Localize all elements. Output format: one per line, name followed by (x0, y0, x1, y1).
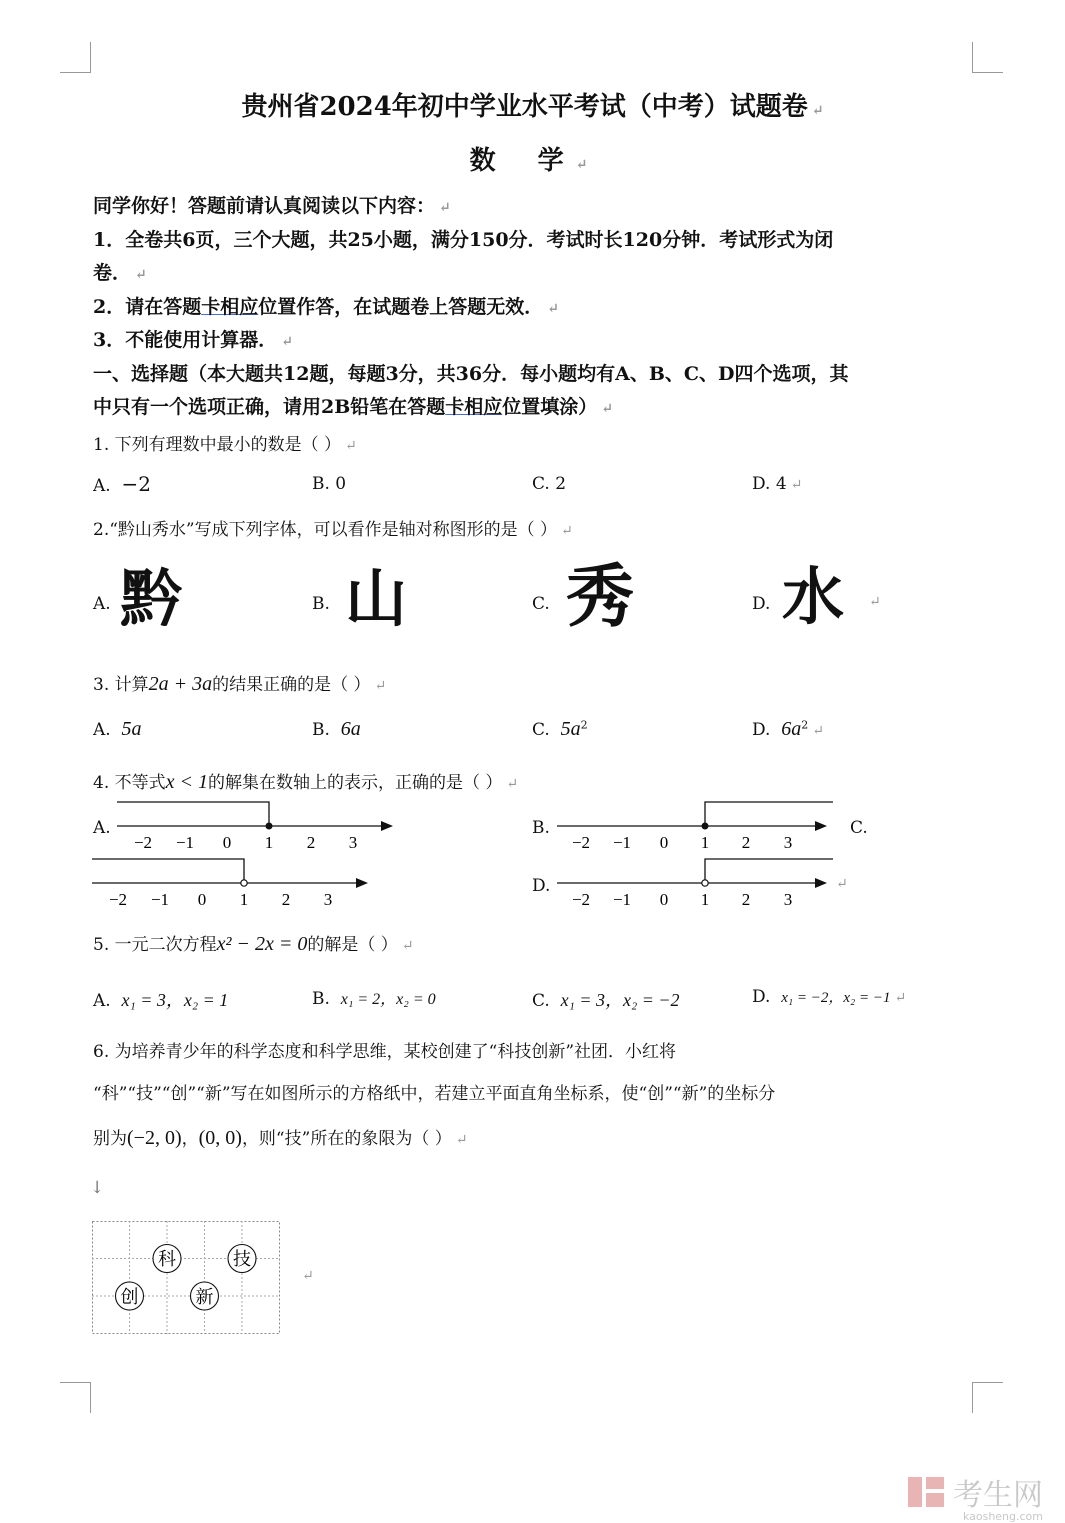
crop-mark-top-left (60, 42, 91, 73)
q2-option-a: A. (93, 594, 111, 614)
watermark-en: kaosheng.com (962, 1510, 1043, 1523)
q1-option-d: D. 4 ↵ (752, 474, 803, 494)
tick-label: 1 (239, 890, 249, 909)
tick-label: −2 (571, 833, 591, 852)
q1-option-a: A. −2 (93, 472, 151, 496)
watermark-cn: 考生网 (953, 1478, 1043, 1513)
q4-stem: 4. 不等式x < 1的解集在数轴上的表示，正确的是（ ） ↵ (93, 771, 519, 793)
section-heading-cont: 中只有一个选项正确，请用2B铅笔在答题卡相应位置填涂） ↵ (93, 396, 614, 418)
q3-option-b: B. 6a (312, 718, 361, 740)
q5-option-d: D. x₁ = −2，x₂ = −1 ↵ (752, 987, 907, 1007)
q6-stem-line2: “科”“技”“创”“新”写在如图所示的方格纸中，若建立平面直角坐标系，使“创”“新”的坐标分 (93, 1084, 776, 1104)
notice-item-2: 2．请在答题卡相应位置作答，在试题卷上答题无效． ↵ (93, 296, 559, 318)
tick-label: 2 (281, 890, 291, 909)
tick-label: −2 (133, 833, 153, 852)
q5-option-a: A. x₁ = 3，x₂ = 1 (93, 990, 229, 1011)
tick-label: 3 (348, 833, 358, 852)
tick-label: 3 (323, 890, 333, 909)
q4-option-d-label: D. (532, 876, 551, 896)
tick-label: −1 (150, 890, 170, 909)
tick-label: 0 (197, 890, 207, 909)
q2-char-shan: 山 (345, 562, 408, 635)
q1-option-c: C. 2 (532, 474, 567, 494)
q2-stem: 2.“黔山秀水”写成下列字体，可以看作是轴对称图形的是（ ） ↵ (93, 520, 573, 540)
q4-numberline-a (115, 798, 400, 856)
tick-label: 2 (741, 890, 751, 909)
q6-grid-figure (92, 1221, 282, 1336)
notice-item-1-cont: 卷． ↵ (93, 262, 147, 284)
tick-label: 0 (659, 833, 669, 852)
tick-label: 3 (783, 890, 793, 909)
grid-char-ji: 技 (233, 1249, 251, 1269)
tick-label: −1 (612, 833, 632, 852)
q1-stem: 1. 下列有理数中最小的数是（ ） ↵ (93, 435, 357, 455)
tick-label: 3 (783, 833, 793, 852)
subject-title: 数 学 ↵ (469, 146, 596, 176)
q4-option-a-label: A. (93, 818, 111, 838)
q6-stem-line3: 别为(−2, 0)，(0, 0)，则“技”所在的象限为（ ） ↵ (93, 1127, 468, 1149)
crop-mark-bottom-left (60, 1382, 91, 1413)
q4-numberline-c (90, 855, 375, 913)
watermark-logo-icon (906, 1475, 948, 1509)
tick-label: −2 (108, 890, 128, 909)
tick-label: 2 (306, 833, 316, 852)
q4-return-mark: ↵ (836, 876, 848, 892)
notice-item-3: 3．不能使用计算器． ↵ (93, 329, 293, 351)
q3-option-a: A. 5a (93, 718, 142, 740)
q2-return-mark: ↵ (869, 594, 881, 610)
tick-label: 1 (700, 890, 710, 909)
tick-label: −2 (571, 890, 591, 909)
q2-char-qian: 黔 (120, 562, 183, 635)
q1-option-b: B. 0 (312, 474, 347, 494)
q3-stem: 3. 计算2a + 3a的结果正确的是（ ） ↵ (93, 673, 387, 695)
notice-item-1: 1．全卷共6页，三个大题，共25小题，满分150分．考试时长120分钟．考试形式为闭 (93, 229, 834, 251)
down-arrow-mark: ↓ (90, 1178, 105, 1198)
q2-option-b: B. (312, 594, 330, 614)
grid-char-ke: 科 (158, 1249, 176, 1269)
section-heading: 一、选择题（本大题共12题，每题3分，共36分．每小题均有A、B、C、D四个选项，其 (93, 363, 849, 385)
q2-option-c: C. (532, 594, 550, 614)
tick-label: 0 (222, 833, 232, 852)
q5-option-b: B. x₁ = 2，x₂ = 0 (312, 989, 436, 1009)
grid-char-xin: 新 (195, 1287, 214, 1307)
q5-option-c: C. x₁ = 3，x₂ = −2 (532, 990, 680, 1011)
tick-label: 1 (700, 833, 710, 852)
tick-label: 2 (741, 833, 751, 852)
q6-stem-line1: 6. 为培养青少年的科学态度和科学思维，某校创建了“科技创新”社团．小红将 (93, 1042, 677, 1062)
q3-option-d: D. $6a^2$ ↵ (752, 718, 824, 740)
q4-numberline-d (555, 855, 840, 913)
crop-mark-top-right (972, 42, 1003, 73)
tick-label: 1 (264, 833, 274, 852)
q4-option-c-label: C. (850, 818, 868, 838)
tick-label: −1 (175, 833, 195, 852)
q3-option-c: C. $5a^2$ (532, 718, 588, 740)
q2-char-xiu: 秀 (566, 558, 635, 637)
notice-intro: 同学你好！答题前请认真阅读以下内容： ↵ (93, 195, 451, 217)
tick-label: −1 (612, 890, 632, 909)
q5-stem: 5. 一元二次方程x² − 2x = 0的解是（ ） ↵ (93, 933, 414, 955)
tick-label: 0 (659, 890, 669, 909)
q2-char-shui: 水 (782, 560, 845, 633)
watermark (906, 1470, 1043, 1523)
q4-option-b-label: B. (532, 818, 550, 838)
q4-numberline-b (555, 798, 840, 856)
page-title: 贵州省2024年初中学业水平考试（中考）试题卷 ↵ (241, 92, 824, 122)
q2-option-d: D. (752, 594, 771, 614)
crop-mark-bottom-right (972, 1382, 1003, 1413)
q6-return-mark: ↵ (302, 1268, 314, 1284)
grid-char-chuang: 创 (120, 1287, 139, 1307)
